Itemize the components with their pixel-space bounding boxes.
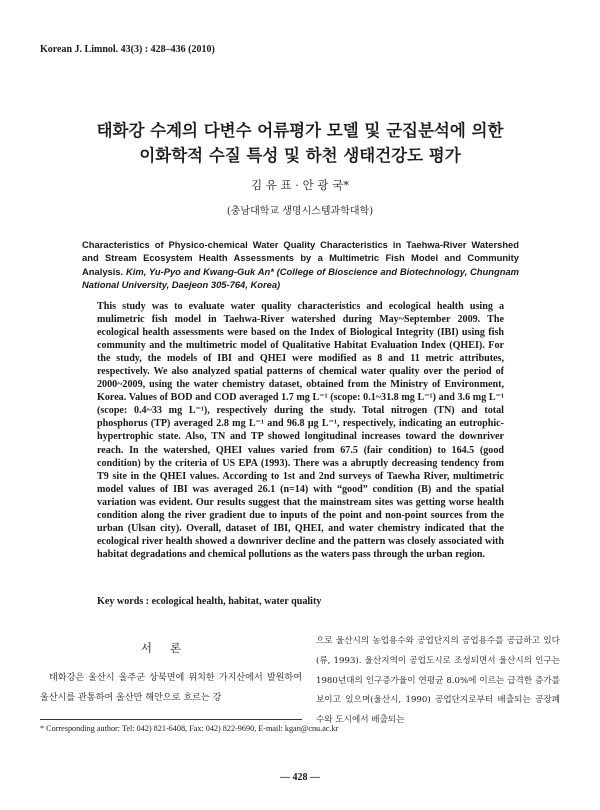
korean-title-line-2: 이화학적 수질 특성 및 하천 생태건강도 평가 xyxy=(139,146,461,165)
page-number: — 428 — xyxy=(280,772,320,783)
english-title-block xyxy=(82,238,519,292)
body-column-right xyxy=(316,632,560,731)
korean-title-line-1: 태화강 수계의 다변수 어류평가 모델 및 군집분석에 의한 xyxy=(96,121,504,140)
keywords: Key words : ecological health, habitat, water quality xyxy=(97,596,322,607)
body-paragraph: 으로 울산시의 농업용수와 공업단지의 공업용수를 공급하고 있다(류, 1993). 울산지역이 공업도시로 조성되면서 울산시의 인구는 1980년대의 인구증가율이 연평균 8.0%에 이르는 급격한 증가를 보이고 있으며(울산시, 1990) 공업단지로부터 배출되는 공장폐수와 도시에서 배출되는 xyxy=(316,636,560,726)
body-paragraph: 태화강은 울산시 울주군 상북면에 위치한 가지산에서 발원하여 울산시를 관통하여 울산만 해안으로 흐르는 강 xyxy=(40,673,302,703)
english-authors-affiliation: Kim, Yu-Pyo and Kwang-Guk An* (College of Bioscience and Biotechnology, Chungnam National University, Daejeon 305-764, Korea) xyxy=(82,265,519,291)
footnote: * Corresponding author: Tel: 042) 821-6408, Fax: 042) 822-9690, E-mail: kgan@cnu.ac.kr xyxy=(40,724,339,733)
section-heading-introduction: 서론 xyxy=(140,641,200,655)
body-column-left xyxy=(40,668,302,708)
korean-authors: 김 유 표 · 안 광 국* xyxy=(251,178,349,192)
journal-reference: Korean J. Limnol. 43(3) : 428–436 (2010) xyxy=(40,44,215,55)
footnote-divider xyxy=(40,719,302,720)
korean-affiliation: (충남대학교 생명시스템과학대학) xyxy=(226,206,374,217)
english-title: Characteristics of Physico-chemical Water Quality Characteristics in Taehwa-River Watershed and Stream Ecosystem Health Assessments by a Multimetric Fish Model and Community Analysis. xyxy=(82,239,519,277)
abstract: This study was to evaluate water quality characteristics and ecological health using a mulimetric fish model in Taehwa-River watershed during May~September 2009. The ecological health assessments were based on the Index of Biological Integrity (IBI) using fish community and the multimetric model of Qualitative Habitat Evaluation Index (QHEI). For the study, the models of IBI and QHEI were modified as 8 and 11 metric attributes, respectively. We also analyzed spatial patterns of chemical water quality over the period of 2000~2009, using the water chemistry dataset, obtained from the Ministry of Environment, Korea. Values of BOD and COD averaged 1.7 mg L⁻¹ (scope: 0.1~31.8 mg L⁻¹) and 3.6 mg L⁻¹ (scope: 0.4~33 mg L⁻¹), respectively during the study. Total nitrogen (TN) and total phosphorus (TP) averaged 2.8 mg L⁻¹ and 96.8 μg L⁻¹, respectively, indicating an eutrophic-hypertrophic state. Also, TN and TP showed longitudinal increases toward the downriver reach. In the watershed, QHEI values varied from 67.5 (fair condition) to 164.5 (good condition) by the criteria of US EPA (1993). There was a abruptly decreasing tendency from T9 site in the QHEI values. According to 1st and 2nd surveys of Taewha River, multimetric model values of IBI was averaged 26.1 (n=14) with “good” condition (B) and the spatial variation was evident. Our results suggest that the mainstream sites was getting worse health condition along the river gradient due to inputs of the point and non-point sources from the urban (Ulsan city). Overall, dataset of IBI, QHEI, and water chemistry indicated that the ecological river health showed a downriver decline and the pattern was closely associated with habitat degradations and chemical pollutions as the waters pass through the urban region. xyxy=(97,301,504,560)
korean-title xyxy=(40,118,560,168)
